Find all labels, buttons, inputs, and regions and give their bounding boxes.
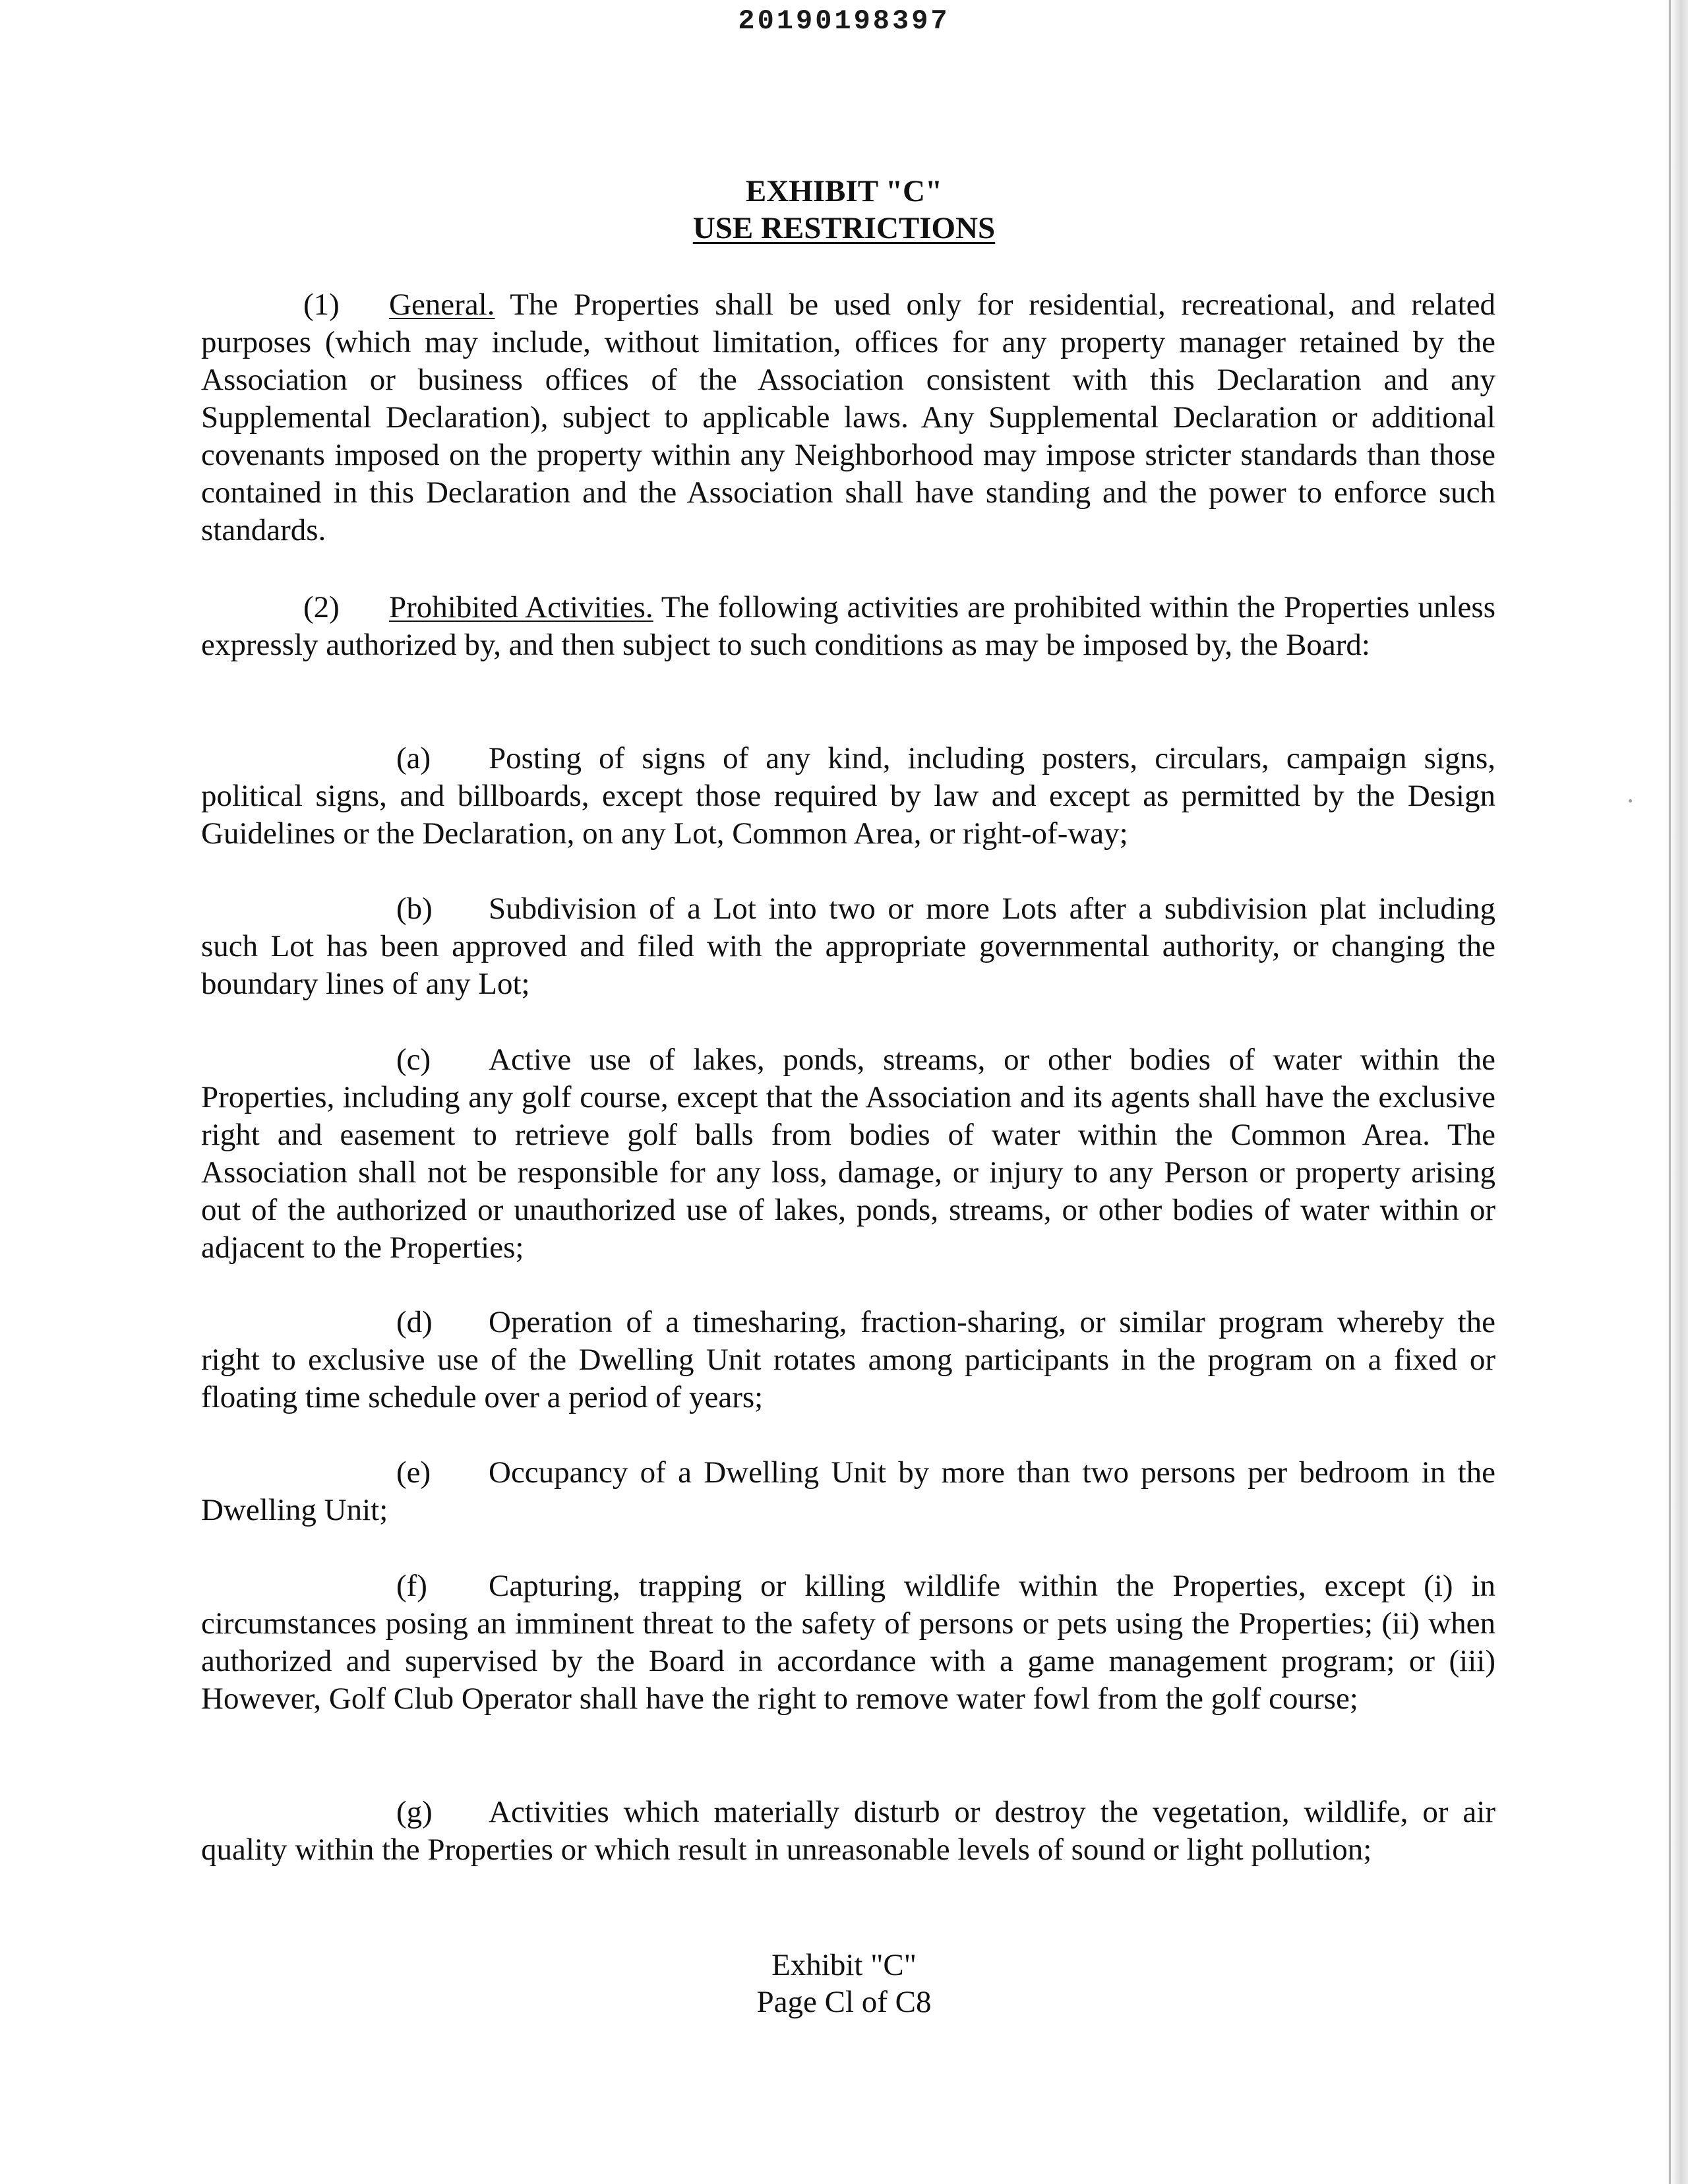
item-text: Subdivision of a Lot into two or more Lots after a subdivision plat including such Lot has been approved and filed with the appropriate governmental authority, or changing the boundary lines of any Lot; xyxy=(201,892,1495,1001)
item-text: Capturing, trapping or killing wildlife within the Properties, except (i) in circumstances posing an imminent threat to the safety of persons or pets using the Properties; (ii) when authorized and supervised by the Board in accordance with a game management program; or (iii) However, Golf Club Operator shall have the right to remove water fowl from the golf course; xyxy=(201,1569,1495,1716)
scan-edge-shadow xyxy=(1664,0,1688,2184)
list-item-g xyxy=(201,1794,1495,1869)
item-letter: (g) xyxy=(396,1795,433,1829)
list-item-a xyxy=(201,740,1495,853)
footer-page-label: Page Cl of C8 xyxy=(756,1985,932,2019)
item-letter: (c) xyxy=(396,1043,431,1077)
section-heading: General. xyxy=(389,288,495,322)
item-letter: (a) xyxy=(396,741,431,775)
list-item-f xyxy=(201,1567,1495,1718)
section-text: The Properties shall be used only for residential, recreational, and related purposes (which may include, without limitation, offices for any property manager retained by the Association or business offices of the Association consistent with this Declaration and any Supplemental Declaration), subject to applicable laws. Any Supplemental Declaration or additional covenants imposed on the property within any Neighborhood may impose stricter standards than those contained in this Declaration and the Association shall have standing and the power to enforce such standards. xyxy=(201,288,1495,547)
list-item-b xyxy=(201,890,1495,1003)
item-text: Occupancy of a Dwelling Unit by more than two persons per bedroom in the Dwelling Unit; xyxy=(201,1455,1495,1527)
list-item-e xyxy=(201,1454,1495,1529)
page-footer xyxy=(0,1947,1688,2020)
section-number: (2) xyxy=(303,590,340,624)
prohibited-paragraph xyxy=(201,589,1495,664)
document-title-block xyxy=(0,173,1688,247)
section-heading: Prohibited Activities. xyxy=(389,590,653,624)
section-text: The following activities are prohibited within the Properties unless expressly authorized by, and then subject to such conditions as may be imposed by, the Board: xyxy=(201,590,1495,662)
item-letter: (f) xyxy=(396,1569,427,1603)
item-text: Active use of lakes, ponds, streams, or other bodies of water within the Properties, including any golf course, except that the Association and its agents shall have the exclusive right and easement to retrieve golf balls from bodies of water within the Common Area. The Association shall not be responsible for any loss, damage, or injury to any Person or property arising out of the authorized or unauthorized use of lakes, ponds, streams, or other bodies of water within or adjacent to the Properties; xyxy=(201,1043,1495,1265)
scan-speck xyxy=(1629,799,1632,803)
section-number: (1) xyxy=(303,288,340,322)
item-text: Operation of a timesharing, fraction-sharing, or similar program whereby the right to exclusive use of the Dwelling Unit rotates among participants in the program on a fixed or floating time schedule over a period of years; xyxy=(201,1305,1495,1414)
footer-exhibit-label: Exhibit "C" xyxy=(771,1948,917,1982)
item-letter: (d) xyxy=(396,1305,433,1339)
item-text: Activities which materially disturb or destroy the vegetation, wildlife, or air quality within the Properties or which result in unreasonable levels of sound or light pollution; xyxy=(201,1795,1495,1867)
item-letter: (e) xyxy=(396,1455,431,1490)
general-section xyxy=(201,286,1495,549)
item-text: Posting of signs of any kind, including posters, circulars, campaign signs, political signs, and billboards, except those required by law and except as permitted by the Design Guidelines or the Declaration, on any Lot, Common Area, or right-of-way; xyxy=(201,741,1495,851)
general-paragraph xyxy=(201,286,1495,549)
scan-edge-line xyxy=(1669,0,1671,2184)
prohibited-section xyxy=(201,589,1495,664)
exhibit-title: EXHIBIT "C" xyxy=(745,174,943,208)
list-item-d xyxy=(201,1304,1495,1416)
exhibit-subtitle: USE RESTRICTIONS xyxy=(692,211,996,245)
recording-number: 20190198397 xyxy=(738,5,950,37)
item-letter: (b) xyxy=(396,892,433,926)
list-item-c xyxy=(201,1041,1495,1267)
